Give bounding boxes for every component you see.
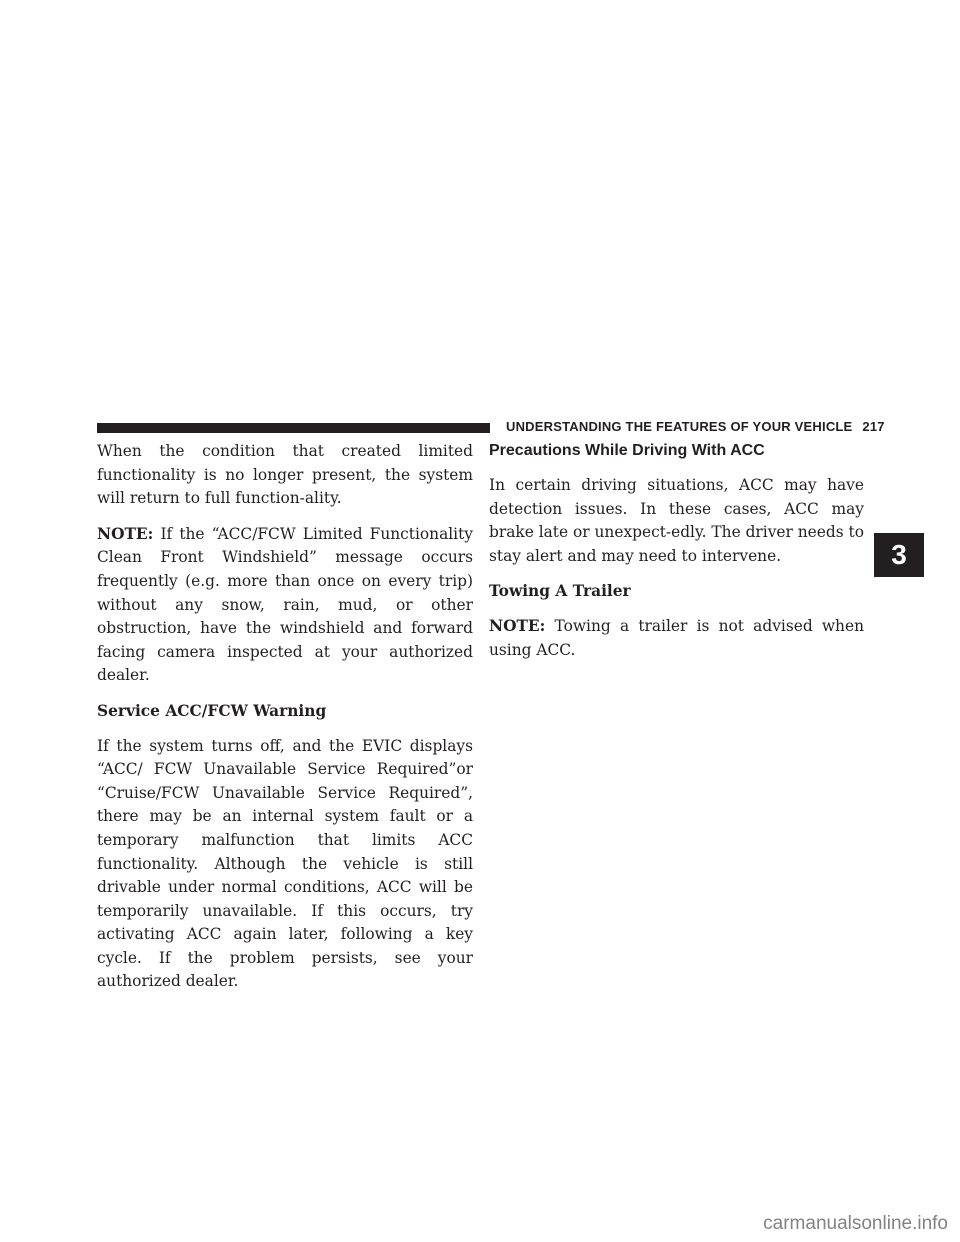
page-number: 217 [862,419,885,434]
right-column [489,440,864,674]
heading-service-acc-fcw-warning: Service ACC/FCW Warning [97,701,327,720]
section-title: UNDERSTANDING THE FEATURES OF YOUR VEHICLE [506,419,853,434]
left-column [97,440,473,1006]
note-text: Towing a trailer is not advised when using ACC. [489,616,864,659]
heading-towing-trailer: Towing A Trailer [489,582,631,601]
running-header [506,419,885,434]
note-label: NOTE: [97,524,154,543]
header-rule [97,423,490,433]
watermark: carmanualsonline.info [763,1213,948,1234]
note-towing [489,615,864,662]
chapter-tab: 3 [874,533,924,577]
note-label: NOTE: [489,616,546,635]
paragraph-service-warning: If the system turns off, and the EVIC displays “ACC/ FCW Unavailable Service Required”or “Cruise/FCW Unavailable Service Required”, there may be an internal system fault or a temporary malfunction that limits ACC functionality. Although the vehicle is still drivable under normal conditions, ACC will be temporarily unavailable. If this occurs, try activating ACC again later, following a key cycle. If the problem persists, see your authorized dealer. [97,736,473,991]
heading-precautions: Precautions While Driving With ACC [489,442,765,459]
paragraph-precautions: In certain driving situations, ACC may have detection issues. In these cases, ACC may brake late or unexpect-edly. The driver needs to stay alert and may need to intervene. [489,476,864,565]
note-text: If the “ACC/FCW Limited Functionality Clean Front Windshield” message occurs frequently (e.g. more than once on every trip) without any snow, rain, mud, or other obstruction, have the windshield and forward facing camera inspected at your authorized dealer. [97,524,473,685]
paragraph-limited-functionality: When the condition that created limited functionality is no longer present, the system will return to full function-ality. [97,442,473,508]
note-clean-windshield [97,523,473,688]
